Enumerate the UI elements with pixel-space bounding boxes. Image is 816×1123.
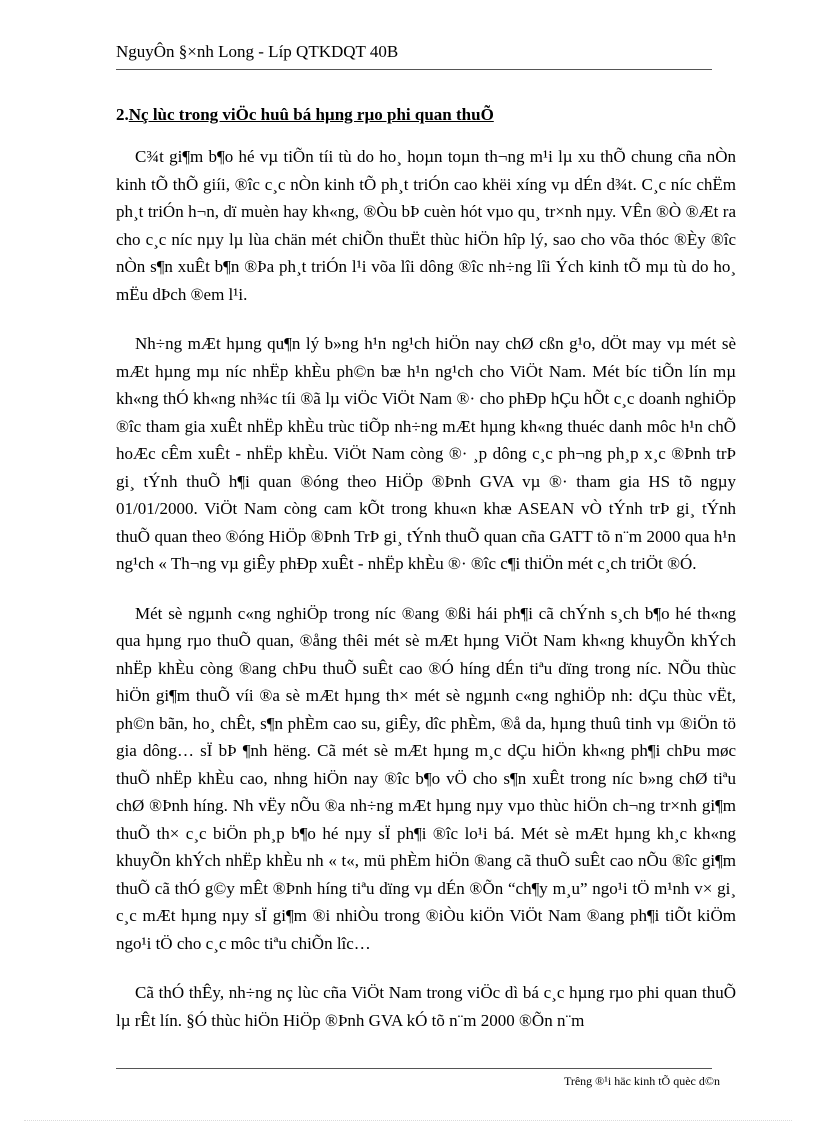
body-text	[116, 143, 736, 1056]
section-title: Nç lùc trong viÖc huû bá hµng rµo phi quan thuÕ	[128, 105, 494, 124]
section-heading	[116, 104, 716, 126]
page-footer: Trêng ®¹i häc kinh tÕ quèc d©n	[563, 1074, 720, 1088]
header-divider	[116, 69, 712, 70]
paragraph-3: Mét sè ngµnh c«ng nghiÖp trong níc ®ang ®ßi hái ph¶i cã chÝnh s¸ch b¶o hé th«ng qua hµng rµo thuÕ quan, ®ång thêi mét sè mÆt hµng ViÖt Nam kh«ng khuyÕn khÝch nhËp khÈu còng ®ang chÞu thuÕ suÊt cao ®Ó híng dÉn tiªu dïng trong níc. NÕu thùc hiÖn gi¶m thuÕ víi ®a sè mÆt hµng th× mét sè ngµnh c«ng nghiÖp nh: dÇu thùc vËt, ph©n bãn, ho¸ chÊt, s¶n phÈm cao su, giÊy, dîc phÈm, ®å da, hµng thuû tinh vµ ®iÖn tö gia dông… sÏ bÞ ¶nh hëng. Cã mét sè mÆt hµng m¸c dÇu hiÖn kh«ng ph¶i chÞu møc thuÕ nhËp khÈu cao, nhng hiÖn nay ®îc b¶o vÖ cho s¶n xuÊt trong níc b»ng chØ tiªu chØ ®Þnh híng. Nh vËy nÕu ®a nh÷ng mÆt hµng nµy vµo thùc hiÖn ch¬ng tr×nh gi¶m thuÕ th× c¸c biÖn ph¸p b¶o hé nµy sÏ ph¶i ®îc lo¹i bá. Mét sè mÆt hµng kh¸c kh«ng khuyÕn khÝch nhËp khÈu nh « t«, mü phÈm hiÖn ®ang cã thuÕ suÊt cao nÕu ®îc gi¶m thuÕ cã thÓ g©y mÊt ®Þnh híng tiªu dïng vµ dÉn ®Õn “ch¶y m¸u” ngo¹i tÖ m¹nh v× gi¸ c¸c mÆt hµng nµy sÏ gi¶m ®i nhiÒu trong ®iÒu kiÖn ViÖt Nam ®ang ph¶i tiÕt kiÖm ngo¹i tÖ cho c¸c môc tiªu chiÕn lîc…	[116, 603, 736, 953]
paragraph-1: C¾t gi¶m b¶o hé vµ tiÕn tíi tù do ho¸ hoµn toµn th¬ng m¹i lµ xu thÕ chung cña nÒn kinh tÕ thÕ giíi, ®îc c¸c nÒn kinh tÕ ph¸t triÓn cao khëi xíng vµ dÉn d¾t. C¸c níc chËm ph¸t triÓn h¬n, dï muèn hay kh«ng, ®Òu bÞ cuèn hót vµo qu¸ tr×nh nµy. VÊn ®Ò ®Æt ra cho c¸c níc nµy lµ lùa chän mét chiÕn thuËt thùc hiÖn hîp lý, sao cho võa thóc ®Èy ®îc nÒn s¶n xuÊt b¶n ®Þa ph¸t triÓn l¹i võa lîi dông ®îc nh÷ng lîi Ých kinh tÕ mµ tù do ho¸ mËu dÞch ®em l¹i.	[116, 147, 736, 304]
footer-divider	[116, 1068, 712, 1069]
paragraph-4: Cã thÓ thÊy, nh÷ng nç lùc cña ViÖt Nam trong viÖc dì bá c¸c hµng rµo phi quan thuÕ lµ rÊt lín. §Ó thùc hiÖn HiÖp ®Þnh GVA kÓ tõ n¨m 2000 ®Õn n¨m	[116, 983, 736, 1030]
paragraph-2: Nh÷ng mÆt hµng qu¶n lý b»ng h¹n ng¹ch hiÖn nay chØ cßn g¹o, dÖt may vµ mét sè mÆt hµng mµ níc nhËp khÈu ph©n bæ h¹n ng¹ch cho ViÖt Nam. Mét bíc tiÕn lín mµ kh«ng thÓ kh«ng nh¾c tíi ®ã lµ viÖc ViÖt Nam ®· cho phÐp hÇu hÕt c¸c doanh nghiÖp ®îc tham gia xuÊt nhËp khÈu trùc tiÕp nh÷ng mÆt hµng kh«ng thuéc danh môc h¹n chÕ hoÆc cÊm xuÊt - nhËp khÈu. ViÖt Nam còng ®· ¸p dông c¸c ph¬ng ph¸p x¸c ®Þnh trÞ gi¸ tÝnh thuÕ h¶i quan ®óng theo HiÖp ®Þnh GVA vµ ®· tham gia HS tõ ngµy 01/01/2000. ViÖt Nam còng cam kÕt trong khu«n khæ ASEAN vÒ tÝnh trÞ gi¸ tÝnh thuÕ quan theo ®óng HiÖp ®Þnh TrÞ gi¸ tÝnh thuÕ quan cña GATT tõ n¨m 2000 qua h¹n ng¹ch « Th¬ng vµ giÊy phÐp xuÊt - nhËp khÈu ®· ®îc c¶i thiÖn mét c¸ch triÖt ®Ó.	[116, 334, 736, 573]
page-header: NguyÔn §×nh Long - Líp QTKDQT 40B	[116, 42, 399, 61]
section-number: 2.	[116, 105, 129, 124]
page-edge-dotted-line	[24, 1120, 792, 1121]
